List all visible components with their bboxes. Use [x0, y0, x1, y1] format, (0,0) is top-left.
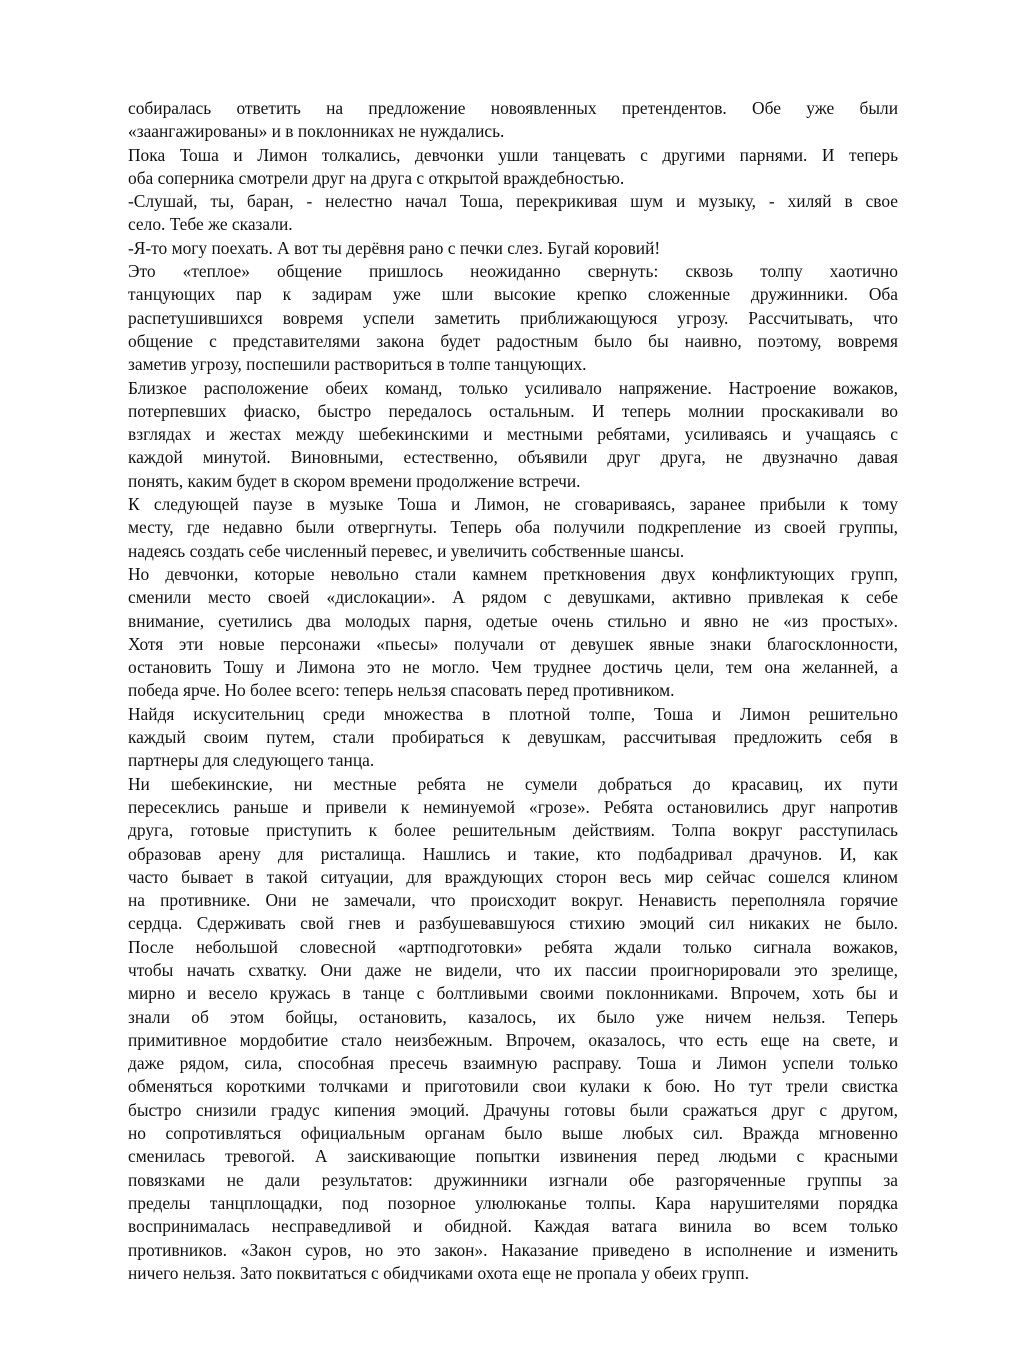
text-line: чтобы начать схватку. Они даже не видели, что их пассии проигнорировали это зрелище,	[128, 959, 898, 980]
text-line: повязками не дали результатов: дружинники изгнали обе разгоряченные группы за	[128, 1169, 898, 1190]
text-line: часто бывает в такой ситуации, для враждующих сторон весь мир сейчас сошелся клином	[128, 866, 898, 887]
text-line: Близкое расположение обеих команд, только усиливало напряжение. Настроение вожаков,	[128, 377, 898, 398]
text-line: сердца. Сдерживать свой гнев и разбушевавшуюся стихию эмоций сил никаких не было.	[128, 913, 898, 934]
text-line: потерпевших фиаско, быстро передалось остальным. И теперь молнии проскакивали во	[128, 400, 898, 421]
text-line: на противнике. Они не замечали, что происходит вокруг. Ненависть переполняла горячие	[128, 890, 898, 911]
text-line: Пока Тоша и Лимон толкались, девчонки ушли танцевать с другими парнями. И теперь	[128, 144, 898, 165]
text-line: обменяться короткими толчками и приготовили свои кулаки к бою. Но тут трели свистка	[128, 1076, 898, 1097]
text-line: надеясь создать себе численный перевес, и увеличить собственные шансы.	[128, 540, 685, 561]
text-line: -Я-то могу поехать. А вот ты дерёвня рано с печки слез. Бугай коровий!	[128, 237, 661, 258]
text-line: партнеры для следующего танца.	[128, 750, 375, 771]
text-line: примитивное мордобитие стало неизбежным. Впрочем, оказалось, что есть еще на свете, и	[128, 1029, 898, 1050]
text-line: понять, каким будет в скором времени продолжение встречи.	[128, 470, 581, 491]
text-line: даже рядом, сила, способная пресечь взаимную расправу. Тоша и Лимон успели только	[128, 1053, 898, 1074]
text-line: взглядах и жестах между шебекинскими и местными ребятами, усиливаясь и учащаясь с	[128, 424, 898, 445]
text-line: танцующих пар к задирам уже шли высокие крепко сложенные дружинники. Оба	[128, 284, 898, 305]
text-line: быстро снизили градус кипения эмоций. Драчуны готовы были сражаться друг с другом,	[128, 1099, 898, 1120]
text-line: сменили место своей «дислокации». А рядом с девушками, активно привлекая к себе	[128, 587, 898, 608]
text-line: -Слушай, ты, баран, - нелестно начал Тоша, перекрикивая шум и музыку, - хиляй в свое	[128, 191, 898, 212]
text-line: победа ярче. Но более всего: теперь нельзя спасовать перед противником.	[128, 680, 675, 701]
text-line: Хотя эти новые персонажи «пьесы» получали от девушек явные знаки благосклонности,	[128, 633, 898, 654]
text-line: друга, готовые приступить к более решительным действиям. Толпа вокруг расступилась	[128, 820, 898, 841]
text-line: противников. «Закон суров, но это закон». Наказание приведено в исполнение и изменить	[128, 1239, 898, 1260]
text-line: собиралась ответить на предложение новоявленных претендентов. Обе уже были	[128, 98, 898, 118]
text-line: распетушившихся вовремя успели заметить приближающуюся угрозу. Рассчитывать, что	[128, 307, 898, 328]
text-line: каждый своим путем, стали пробираться к девушкам, рассчитывая предложить себя в	[128, 727, 898, 748]
text-line: сменилась тревогой. А заискивающие попытки извинения перед людьми с красными	[128, 1146, 898, 1167]
text-line: После небольшой словесной «артподготовки» ребята ждали только сигнала вожаков,	[128, 936, 898, 957]
text-line: пересеклись раньше и привели к неминуемой «грозе». Ребята остановились друг напротив	[128, 796, 898, 817]
text-line: знали об этом бойцы, остановить, казалось, их было уже ничем нельзя. Теперь	[128, 1006, 898, 1027]
text-line: Это «теплое» общение пришлось неожиданно свернуть: сквозь толпу хаотично	[128, 261, 898, 282]
body-text	[128, 97, 898, 1285]
text-line: Но девчонки, которые невольно стали камнем преткновения двух конфликтующих групп,	[128, 563, 898, 584]
text-line: месту, где недавно были отвергнуты. Теперь оба получили подкрепление из своей группы,	[128, 517, 898, 538]
text-line: остановить Тошу и Лимона это не могло. Чем труднее достичь цели, тем она желанней, а	[128, 657, 898, 678]
text-line: образовав арену для ристалища. Нашлись и такие, кто подбадривал драчунов. И, как	[128, 843, 898, 864]
text-line: мирно и весело кружась в танце с болтливыми своими поклонниками. Впрочем, хоть бы и	[128, 983, 898, 1004]
text-line: «заангажированы» и в поклонниках не нуждались.	[128, 121, 505, 142]
text-line: К следующей паузе в музыке Тоша и Лимон, не сговариваясь, заранее прибыли к тому	[128, 494, 898, 515]
text-line: оба соперника смотрели друг на друга с открытой враждебностью.	[128, 167, 625, 188]
text-line: Найдя искусительниц среди множества в плотной толпе, Тоша и Лимон решительно	[128, 703, 898, 724]
text-line: заметив угрозу, поспешили раствориться в толпе танцующих.	[128, 354, 587, 375]
text-line: воспринималась несправедливой и обидной. Каждая ватага винила во всем только	[128, 1216, 898, 1237]
text-line: общение с представителями закона будет радостным было бы наивно, поэтому, вовремя	[128, 330, 898, 351]
text-line: внимание, суетились два молодых парня, одетые очень стильно и явно не «из простых».	[128, 610, 898, 631]
text-line: село. Тебе же сказали.	[128, 214, 293, 235]
text-line: ничего нельзя. Зато поквитаться с обидчиками охота еще не пропала у обеих групп.	[128, 1262, 749, 1283]
text-line: но сопротивляться официальным органам было выше любых сил. Вражда мгновенно	[128, 1123, 898, 1144]
text-line: пределы танцплощадки, под позорное улюлюканье толпы. Кара нарушителями порядка	[128, 1192, 898, 1213]
text-line: Ни шебекинские, ни местные ребята не сумели добраться до красавиц, их пути	[128, 773, 898, 794]
text-line: каждой минутой. Виновными, естественно, объявили друг друга, не двузначно давая	[128, 447, 898, 468]
